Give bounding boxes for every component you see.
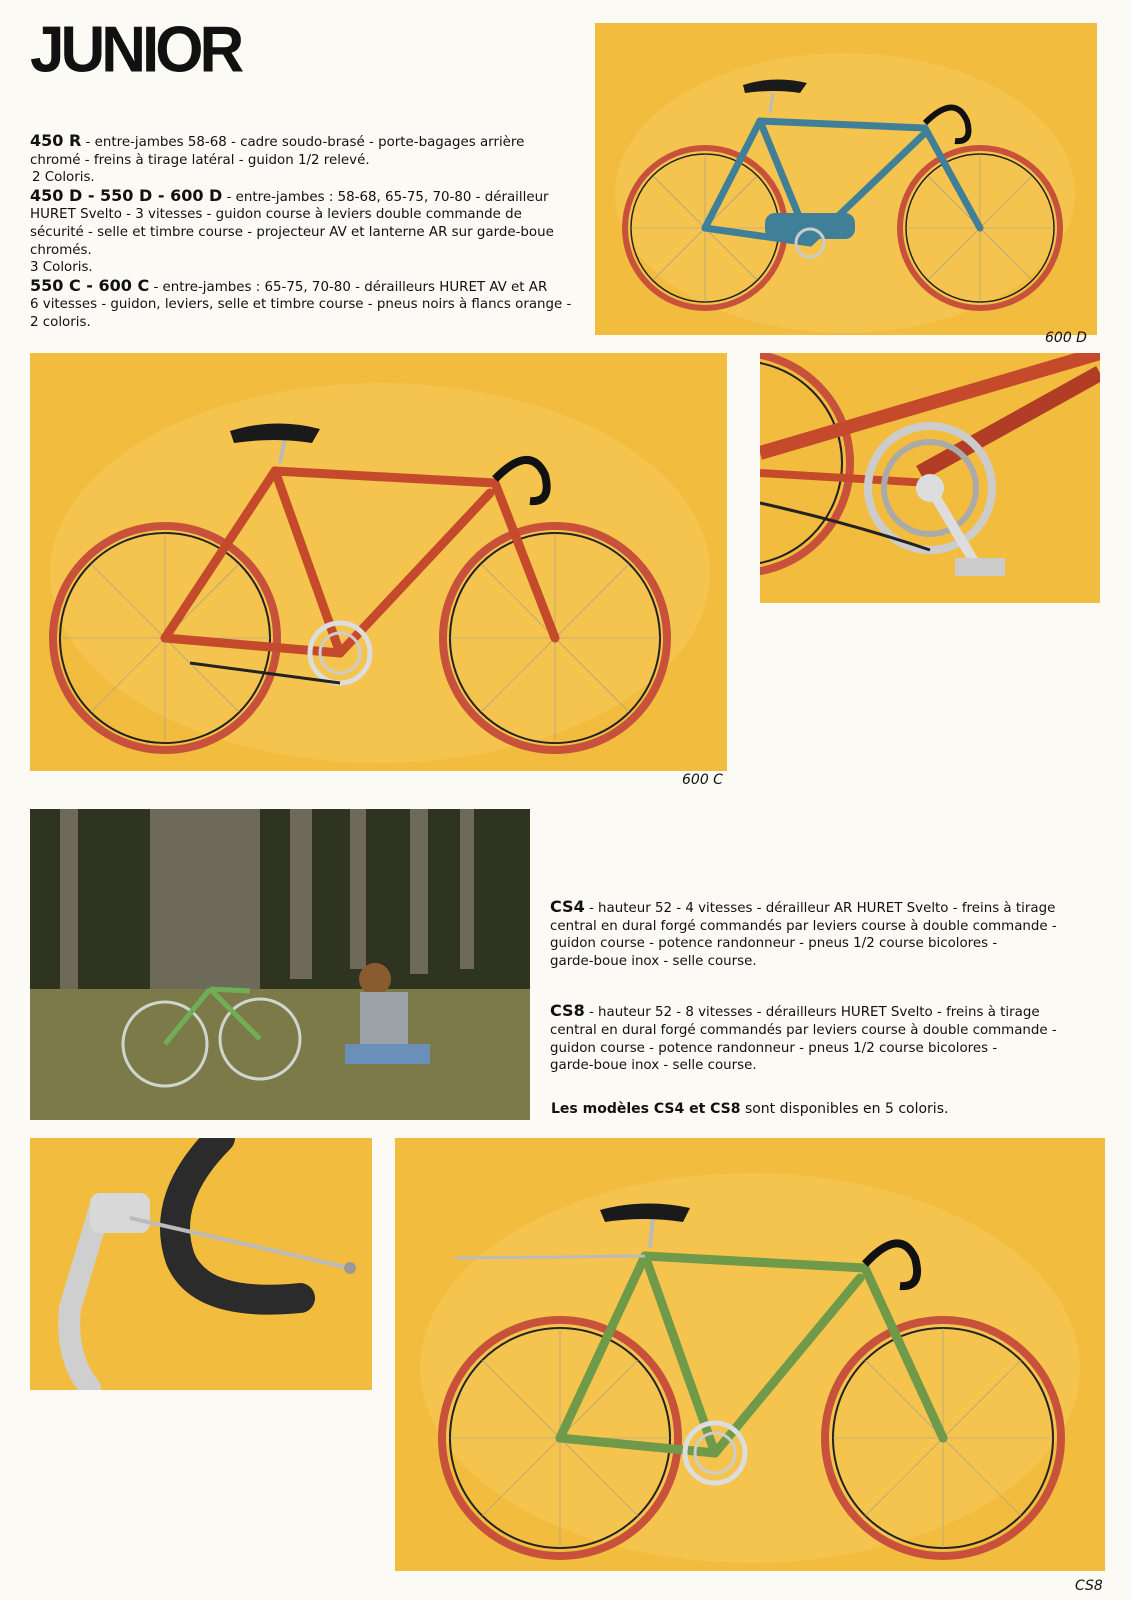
spec-cs8: CS8 - hauteur 52 - 8 vitesses - dérailleurs HURET Svelto - freins à tirage — [550, 1001, 1040, 1021]
photo-600d-bike — [595, 23, 1097, 335]
bike-red-illustration — [30, 353, 727, 771]
bike-blue-illustration — [595, 23, 1097, 335]
caption-cs8: CS8 — [1075, 1578, 1103, 1594]
crankset-illustration — [760, 353, 1100, 603]
caption-600d: 600 D — [1045, 330, 1087, 346]
bike-green-illustration — [395, 1138, 1105, 1571]
photo-brake-lever-closeup — [30, 1138, 372, 1390]
photo-cs8-bike — [395, 1138, 1105, 1571]
spec-450r: 450 R - entre-jambes 58-68 - cadre soudo-brasé - porte-bagages arrière — [30, 131, 525, 150]
photo-600c-bike — [30, 353, 727, 771]
spec-450d: 450 D - 550 D - 600 D - entre-jambes : 58-68, 65-75, 70-80 - dérailleur — [30, 185, 549, 205]
photo-crankset-closeup — [760, 353, 1100, 603]
spec-block-cs: CS4 - hauteur 52 - 4 vitesses - dérailleur AR HURET Svelto - freins à tirage central en dural forgé commandés par leviers course à double commande - guidon course - potence randonneur - pneus 1/2 course bicolores - garde-boue inox - selle course. CS8 - hauteur 52 - 8 vitesses - dérailleurs HURET Svelto - freins à tirage central en dural forgé commandés par leviers course à double commande - guidon course - potence randonneur - pneus 1/2 course bicolores - garde-boue inox - selle course. — [550, 898, 1110, 1075]
caption-600c: 600 C — [682, 772, 723, 788]
spec-cs4: CS4 - hauteur 52 - 4 vitesses - dérailleur AR HURET Svelto - freins à tirage — [550, 897, 1056, 916]
forest-illustration — [30, 809, 530, 1120]
photo-forest-scene — [30, 809, 530, 1120]
spec-block-top: 450 R - entre-jambes 58-68 - cadre soudo-brasé - porte-bagages arrière chromé - freins à tirage latéral - guidon 1/2 relevé. 2 Coloris. 450 D - 550 D - 600 D - entre-jambes : 58-68, 65-75, 70-80 - dérailleur HURET Svelto - 3 vitesses - guidon course à leviers double commande de sécurité - selle et timbre course - projecteur AV et lanterne AR sur garde-boue chromés. 3 Coloris. 550 C - 600 C - entre-jambes : 65-75, 70-80 - dérailleurs HURET AV et AR 6 vitesses - guidon, leviers, selle et timbre course - pneus noirs à flancs orange - 2 coloris. — [30, 132, 590, 332]
page-title: JUNIOR — [30, 13, 241, 87]
brake-lever-illustration — [30, 1138, 372, 1390]
spec-550c: 550 C - 600 C - entre-jambes : 65-75, 70-80 - dérailleurs HURET AV et AR — [30, 275, 548, 295]
availability-note: Les modèles CS4 et CS8 sont disponibles en 5 coloris. — [551, 1101, 949, 1117]
